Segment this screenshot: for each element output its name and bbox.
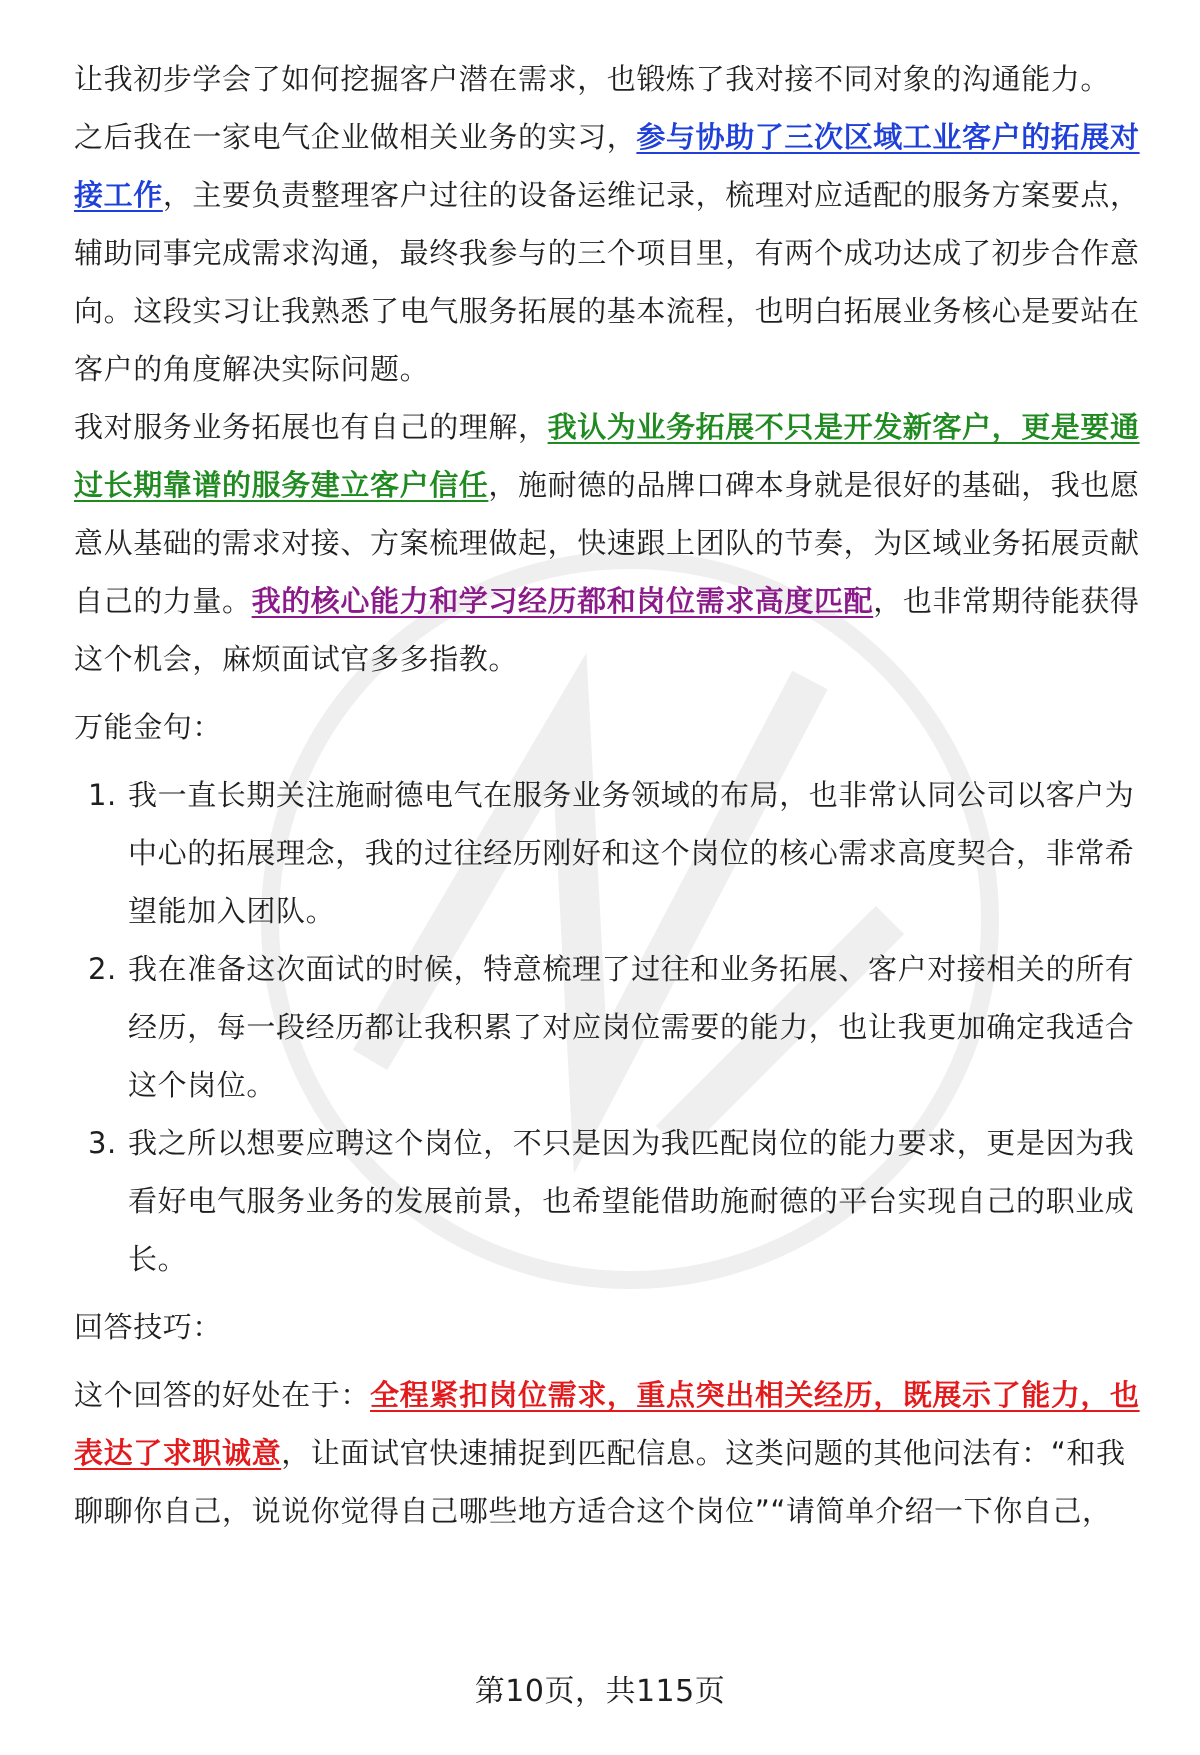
list-item — [74, 766, 1148, 940]
tips-text-b: ，让面试官快速捕捉到匹配信息。这类问题的其他问法有：“和我聊聊你自己，说说你觉得自己哪些地方适合这个岗位”“请简单介绍一下你自己， — [74, 1436, 1126, 1528]
paragraph-3 — [74, 398, 1148, 688]
tips-paragraph — [74, 1366, 1148, 1540]
document-body — [74, 50, 1148, 1540]
tips-highlight: 全程紧扣岗位需求，重点突出相关经历，既展示了能力，也表达了求职诚意 — [74, 1378, 1140, 1470]
paragraph-1-text: 让我初步学会了如何挖掘客户潜在需求，也锻炼了我对接不同对象的沟通能力。 — [74, 62, 1111, 96]
paragraph-2-text-b: ，主要负责整理客户过往的设备运维记录，梳理对应适配的服务方案要点，辅助同事完成需求沟通，最终我参与的三个项目里，有两个成功达成了初步合作意向。这段实习让我熟悉了电气服务拓展的基本流程，也明白拓展业务核心是要站在客户的角度解决实际问题。 — [74, 178, 1140, 386]
golden-sentences-list — [74, 766, 1148, 1288]
answer-tips-heading: 回答技巧： — [74, 1310, 223, 1344]
paragraph-3-text-c: ，也非常期待能获得这个机会，麻烦面试官多多指教。 — [74, 584, 1140, 676]
list-item-number: 2. — [88, 952, 117, 986]
list-item-text: 我在准备这次面试的时候，特意梳理了过往和业务拓展、客户对接相关的所有经历，每一段经历都让我积累了对应岗位需要的能力，也让我更加确定我适合这个岗位。 — [128, 952, 1135, 1102]
list-item-number: 1. — [88, 778, 117, 812]
paragraph-3-text-b: ，施耐德的品牌口碑本身就是很好的基础，我也愿意从基础的需求对接、方案梳理做起，快速跟上团队的节奏，为区域业务拓展贡献自己的力量。 — [74, 468, 1140, 618]
golden-sentences-heading: 万能金句： — [74, 710, 223, 744]
page-number-footer: 第10页，共115页 — [474, 1674, 726, 1709]
paragraph-3-text-a: 我对服务业务拓展也有自己的理解， — [74, 410, 548, 444]
paragraph-3-highlight: 我认为业务拓展不只是开发新客户，更是要通过长期靠谱的服务建立客户信任 — [74, 410, 1140, 502]
paragraph-2-text-a: 之后我在一家电气企业做相关业务的实习， — [74, 120, 637, 154]
list-item — [74, 940, 1148, 1114]
tips-text-a: 这个回答的好处在于： — [74, 1378, 371, 1412]
list-item — [74, 1114, 1148, 1288]
paragraph-1 — [74, 50, 1148, 108]
list-item-number: 3. — [88, 1126, 117, 1160]
paragraph-2-highlight: 参与协助了三次区域工业客户的拓展对接工作 — [74, 120, 1140, 212]
paragraph-3-highlight-2: 我的核心能力和学习经历都和岗位需求高度匹配 — [251, 584, 874, 618]
list-item-text: 我之所以想要应聘这个岗位，不只是因为我匹配岗位的能力要求，更是因为我看好电气服务业务的发展前景，也希望能借助施耐德的平台实现自己的职业成长。 — [128, 1126, 1135, 1276]
list-item-text: 我一直长期关注施耐德电气在服务业务领域的布局，也非常认同公司以客户为中心的拓展理念，我的过往经历刚好和这个岗位的核心需求高度契合，非常希望能加入团队。 — [128, 778, 1135, 928]
paragraph-2 — [74, 108, 1148, 398]
